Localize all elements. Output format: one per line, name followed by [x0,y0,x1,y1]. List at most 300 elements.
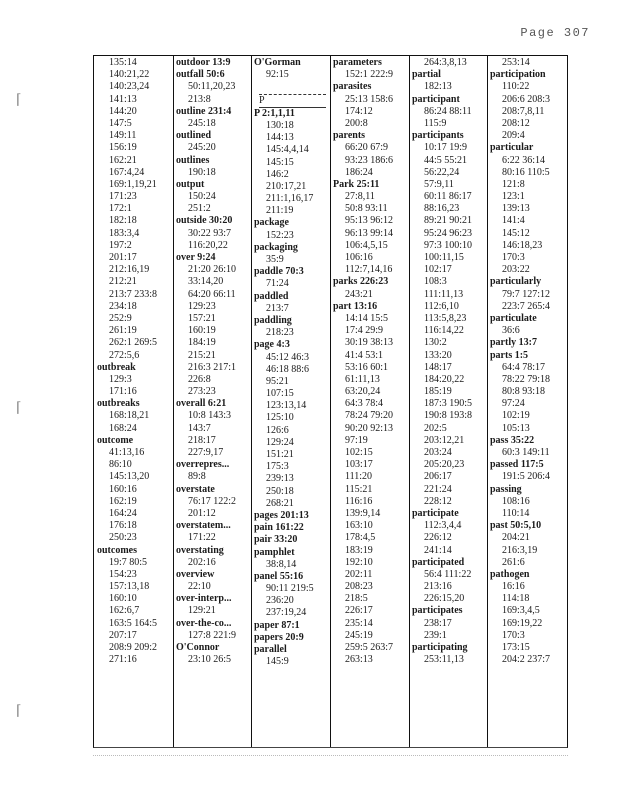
page-reference: 96:13 99:14 [345,227,394,239]
margin-bracket-mark: ⌈ [16,93,22,108]
page-reference: 80:16 110:5 [502,166,550,178]
page-reference: 168:24 [109,422,137,434]
index-term: parents [333,130,366,142]
page-reference: 216:3 217:1 [188,361,237,373]
page-reference: 183:3,4 [109,227,140,239]
page-reference: 216:3,19 [502,544,538,556]
index-term: pass 35:22 [490,434,535,446]
page-reference: 64:20 66:11 [188,288,236,300]
index-term: overstate [176,483,215,495]
page-reference: 86:10 [109,459,132,471]
page-reference: 76:17 122:2 [188,495,237,507]
index-term: passing [490,483,522,495]
page-reference: 210:17,21 [266,180,307,192]
page-reference: 250:18 [266,485,294,497]
page-reference: 66:20 67:9 [345,142,389,154]
page-reference: 14:14 15:5 [345,312,389,324]
index-term: outbreaks [97,398,140,410]
page-reference: 90:20 92:13 [345,422,394,434]
page-reference: 171:22 [188,532,216,544]
page-reference: 106:4,5,15 [345,239,388,251]
page-reference: 130:18 [266,119,294,131]
page-reference: 263:13 [345,654,373,666]
page-reference: 86:24 88:11 [424,105,472,117]
index-term: page 4:3 [254,339,290,351]
index-column-3 [253,57,332,668]
page-reference: 78:24 79:20 [345,410,394,422]
index-term: participating [412,642,468,653]
page-reference: 208:12 [502,117,530,129]
page-reference: 204:2 237:7 [502,654,551,666]
page-reference: 162:19 [109,495,137,507]
page-reference: 218:5 [345,593,368,605]
page-reference: 123:1 [502,191,525,203]
page-reference: 171:23 [109,191,137,203]
page-reference: 207:17 [109,629,137,641]
page-reference: 149:11 [109,130,137,142]
page-reference: 163:10 [345,520,373,532]
page-reference: 211:19 [266,205,294,217]
page-reference: 253:11,13 [424,654,464,666]
page-reference: 261:19 [109,325,137,337]
page-reference: 78:22 79:18 [502,373,551,385]
page-reference: 243:21 [345,288,373,300]
page-reference: 115:9 [424,117,447,129]
index-term: participates [412,605,463,617]
index-term: P 2:1,1,11 [254,107,295,119]
page-reference: 190:18 [188,166,216,178]
index-term: outcomes [97,544,137,556]
page-reference: 112:6,10 [424,300,459,312]
page-reference: 163:5 164:5 [109,617,158,629]
page-reference: 212:16,19 [109,264,150,276]
index-term: particular [490,142,534,154]
page-reference: 239:1 [424,629,447,641]
index-term: particulate [490,312,537,324]
index-term: outlined [176,130,212,142]
index-term: papers 20:9 [254,631,304,643]
page-reference: 160:16 [109,483,137,495]
page-reference: 238:17 [424,617,452,629]
index-term: pain 161:22 [254,522,304,534]
index-term: outfall 50:6 [176,69,225,81]
page-number: Page 307 [520,26,590,40]
page-reference: 241:14 [424,544,452,556]
page-reference: 107:15 [266,388,294,400]
page-reference: 223:7 265:4 [502,300,551,312]
page-reference: 245:19 [345,629,373,641]
page-reference: 191:5 206:4 [502,471,551,483]
index-term: parts 1:5 [490,349,529,361]
index-term: outlines [176,154,210,166]
page-reference: 113:5,8,23 [424,312,467,324]
page-reference: 144:20 [109,105,137,117]
page-reference: 218:23 [266,327,294,339]
page-reference: 97:24 [502,398,525,410]
index-term: pathogen [490,568,530,580]
page-reference: 38:8,14 [266,558,297,570]
page-reference: 129:23 [188,300,216,312]
page-reference: 168:18,21 [109,410,150,422]
page-reference: 259:5 263:7 [345,642,394,653]
page-reference: 144:13 [266,132,294,144]
index-term: paddling [254,314,292,326]
page-reference: 250:23 [109,532,137,544]
page-reference: 152:1 222:9 [345,69,394,81]
page-reference: 53:16 60:1 [345,361,389,373]
page-reference: 95:21 [266,375,289,387]
page-reference: 92:15 [266,69,289,81]
page-reference: 129:24 [266,436,294,448]
page-reference: 169:19,22 [502,617,543,629]
page-reference: 245:18 [188,117,216,129]
index-term: O'Gorman [254,57,301,68]
page-reference: 6:22 36:14 [502,154,546,166]
index-term: parameters [333,57,382,68]
page-reference: 57:9,11 [424,178,454,190]
page-reference: 108:3 [424,276,447,288]
index-term: Park 25:11 [333,178,380,190]
index-term: participants [412,130,464,142]
page-reference: 129:3 [109,373,132,385]
page-reference: 251:2 [188,203,211,215]
index-term: outcome [97,434,134,446]
page-reference: 145:13,20 [109,471,150,483]
index-term: output [176,178,205,190]
page-reference: 100:11,15 [424,252,464,263]
index-column-2 [175,57,254,666]
page-reference: 213:8 [188,93,211,105]
page-reference: 140:21,22 [109,69,150,81]
page-reference: 110:14 [502,507,530,519]
page-reference: 21:20 26:10 [188,264,237,276]
margin-bracket-mark: ⌈ [16,401,22,416]
page-reference: 145:9 [266,656,289,668]
index-term: pamphlet [254,546,295,558]
page-reference: 273:23 [188,386,216,398]
page-reference: 253:14 [502,57,530,68]
page-reference: 272:5,6 [109,349,140,361]
page-reference: 41:13,16 [109,447,145,458]
page-reference: 252:9 [109,312,132,324]
page-reference: 178:4,5 [345,532,376,544]
index-term: participation [490,69,546,81]
page-reference: 183:19 [345,544,373,556]
page-reference: 143:7 [188,422,211,434]
page-reference: 141:4 [502,215,525,227]
page-reference: 236:20 [266,595,294,607]
page-reference: 19:7 80:5 [109,556,148,568]
page-reference: 90:11 219:5 [266,583,314,595]
page-reference: 202:16 [188,556,216,568]
page-reference: 97:3 100:10 [424,239,473,251]
index-column-5 [411,57,490,666]
page-reference: 152:23 [266,229,294,241]
page-reference: 182:13 [424,81,452,93]
page-reference: 10:8 143:3 [188,410,232,422]
page-reference: 192:10 [345,556,373,568]
index-term: outside 30:20 [176,215,233,227]
index-column-1 [96,57,175,666]
index-term: past 50:5,10 [490,520,542,532]
index-term: part 13:16 [333,300,378,312]
page-reference: 237:19,24 [266,607,307,619]
page-reference: 139:13 [502,203,530,215]
index-term: packaging [254,241,298,253]
page-reference: 205:20,23 [424,459,465,471]
page-reference: 184:19 [188,337,216,349]
page-reference: 141:13 [109,93,137,105]
index-term: particularly [490,276,542,288]
index-column-6 [489,57,568,666]
index-term: overrepres... [176,459,230,471]
index-term: participated [412,556,465,568]
page-reference: 156:19 [109,142,137,154]
index-term: outbreak [97,361,136,373]
page-reference: 162:21 [109,154,137,166]
page-reference: 190:8 193:8 [424,410,473,422]
page-reference: 212:21 [109,276,137,288]
index-term: outdoor 13:9 [176,57,231,68]
page-reference: 208:9 209:2 [109,642,158,653]
page-reference: 50:11,20,23 [188,81,236,93]
index-term: parks 226:23 [333,276,389,288]
page-reference: 95:13 96:12 [345,215,394,227]
page-reference: 150:24 [188,191,216,203]
page-reference: 114:18 [502,593,530,605]
index-term: paddle 70:3 [254,266,304,278]
margin-bracket-mark: ⌈ [16,704,22,719]
page-reference: 213:16 [424,581,452,593]
index-term: pair 33:20 [254,534,298,546]
page-reference: 60:3 149:11 [502,447,550,458]
page-reference: 145:15 [266,156,294,168]
index-term: overview [176,568,215,580]
page-reference: 203:12,21 [424,434,465,446]
page-reference: 30:19 38:13 [345,337,394,349]
page-reference: 10:17 19:9 [424,142,468,154]
page-reference: 157:13,18 [109,581,150,593]
page-reference: 169:1,19,21 [109,178,157,190]
page-reference: 197:2 [109,239,132,251]
index-term: overstatem... [176,520,231,532]
page-reference: 245:20 [188,142,216,154]
index-term: overall 6:21 [176,398,227,410]
page-reference: 79:7 127:12 [502,288,551,300]
page-reference: 228:12 [424,495,452,507]
index-term: participant [412,93,460,105]
page-reference: 125:10 [266,412,294,424]
page-reference: 221:24 [424,483,452,495]
page-reference: 186:24 [345,166,373,178]
page-reference: 33:14,20 [188,276,224,288]
index-term: over-the-co... [176,617,232,629]
page-reference: 167:4,24 [109,166,145,178]
page-reference: 127:8 221:9 [188,629,237,641]
index-term: passed 117:5 [490,459,544,471]
page-reference: 56:4 111:22 [424,568,472,580]
index-term: over 9:24 [176,252,216,263]
page-reference: 213:7 233:8 [109,288,158,300]
page-reference: 30:22 93:7 [188,227,232,239]
index-term: paper 87:1 [254,619,300,631]
page-reference: 133:20 [424,349,452,361]
index-term: parasites [333,81,372,93]
page-reference: 126:6 [266,424,289,436]
index-term: pages 201:13 [254,509,309,521]
page-reference: 206:6 208:3 [502,93,551,105]
scan-edge [93,755,568,757]
page-reference: 160:10 [109,593,137,605]
index-term: overstating [176,544,224,556]
page-reference: 44:5 55:21 [424,154,468,166]
page-reference: 63:20,24 [345,386,381,398]
page-reference: 121:8 [502,178,525,190]
page-reference: 17:4 29:9 [345,325,384,337]
page-reference: 88:16,23 [424,203,460,215]
page-reference: 102:15 [345,447,373,458]
page-reference: 56:22,24 [424,166,460,178]
index-term: participate [412,507,459,519]
page-reference: 108:16 [502,495,530,507]
page-reference: 226:8 [188,373,211,385]
page-reference: 112:3,4,4 [424,520,462,532]
page-reference: 22:10 [188,581,211,593]
page-reference: 170:3 [502,252,525,263]
page-reference: 89:8 [188,471,206,483]
page-reference: 111:20 [345,471,373,483]
page-reference: 204:21 [502,532,530,544]
page-reference: 173:15 [502,642,530,653]
page-reference: 23:10 26:5 [188,654,232,666]
page-reference: 209:4 [502,130,525,142]
page-reference: 200:8 [345,117,368,129]
page-reference: 203:24 [424,447,452,458]
page-reference: 25:13 158:6 [345,93,394,105]
page-reference: 80:8 93:18 [502,386,546,398]
page-reference: 202:11 [345,568,373,580]
page-reference: 203:22 [502,264,530,276]
page-reference: 135:14 [109,57,137,68]
page-reference: 50:8 93:11 [345,203,388,215]
page-reference: 71:24 [266,278,289,290]
page-reference: 146:18,23 [502,239,543,251]
page-reference: 151:21 [266,449,294,460]
page-reference: 164:24 [109,507,137,519]
page-reference: 147:5 [109,117,132,129]
page-reference: 206:17 [424,471,452,483]
page-reference: 16:16 [502,581,525,593]
page-reference: 154:23 [109,568,137,580]
index-term: paddled [254,290,289,302]
page-reference: 130:2 [424,337,447,349]
page-reference: 105:13 [502,422,530,434]
page-reference: 235:14 [345,617,373,629]
page-reference: 116:16 [345,495,373,507]
page-reference: 148:17 [424,361,452,373]
index-term: outline 231:4 [176,105,232,117]
page-reference: 226:15,20 [424,593,465,605]
page-reference: 89:21 90:21 [424,215,473,227]
page-reference: 145:12 [502,227,530,239]
page-reference: 202:5 [424,422,447,434]
page-reference: 271:16 [109,654,137,666]
index-term: panel 55:16 [254,570,304,582]
index-term: over-interp... [176,593,232,605]
page-reference: 64:4 78:17 [502,361,546,373]
page-reference: 264:3,8,13 [424,57,467,68]
page-reference: 140:23,24 [109,81,150,93]
page-reference: 146:2 [266,168,289,180]
page-reference: 106:16 [345,252,373,263]
page-reference: 211:1,16,17 [266,193,314,205]
page-reference: 261:6 [502,556,525,568]
page-reference: 93:23 186:6 [345,154,394,166]
index-column-4 [332,57,411,666]
page-reference: 170:3 [502,629,525,641]
page-reference: 201:12 [188,507,216,519]
page-reference: 201:17 [109,252,137,263]
index-term: partly 13:7 [490,337,537,349]
page-reference: 103:17 [345,459,373,471]
page-reference: 182:18 [109,215,137,227]
page-reference: 61:11,13 [345,373,380,385]
page-reference: 172:1 [109,203,132,215]
page-reference: 95:24 96:23 [424,227,473,239]
page-reference: 171:16 [109,386,137,398]
page-reference: 27:8,11 [345,191,375,203]
index-term: parallel [254,644,287,655]
page-reference: 46:18 88:6 [266,363,310,375]
page-reference: 218:17 [188,434,216,446]
page-reference: 129:21 [188,605,216,617]
page-reference: 35:9 [266,254,284,265]
page-reference: 227:9,17 [188,447,224,458]
page-reference: 116:20,22 [188,239,228,251]
page-reference: 226:17 [345,605,373,617]
page-reference: 174:12 [345,105,373,117]
page-reference: 145:4,4,14 [266,144,309,156]
page-reference: 36:6 [502,325,520,337]
page-reference: 123:13,14 [266,400,307,412]
page-reference: 115:21 [345,483,373,495]
page-reference: 234:18 [109,300,137,312]
page-reference: 64:3 78:4 [345,398,384,410]
page-reference: 112:7,14,16 [345,264,393,276]
page-reference: 116:14,22 [424,325,464,337]
index-term: O'Connor [176,642,220,653]
page-reference: 175:3 [266,461,289,473]
page-reference: 239:13 [266,473,294,485]
page-reference: 187:3 190:5 [424,398,473,410]
page-reference: 45:12 46:3 [266,351,310,363]
page-reference: 160:19 [188,325,216,337]
page-reference: 208:7,8,11 [502,105,545,117]
page-reference: 97:19 [345,434,368,446]
page-reference: 111:11,13 [424,288,464,300]
index-term: package [254,217,289,229]
page-reference: 162:6,7 [109,605,140,617]
page-reference: 102:17 [424,264,452,276]
page-reference: 208:23 [345,581,373,593]
page-reference: 169:3,4,5 [502,605,540,617]
page-reference: 184:20,22 [424,373,465,385]
index-term: partial [412,69,441,81]
page-reference: 176:18 [109,520,137,532]
section-letter: P [259,94,326,108]
page-reference: 60:11 86:17 [424,191,472,203]
page-reference [253,81,332,93]
